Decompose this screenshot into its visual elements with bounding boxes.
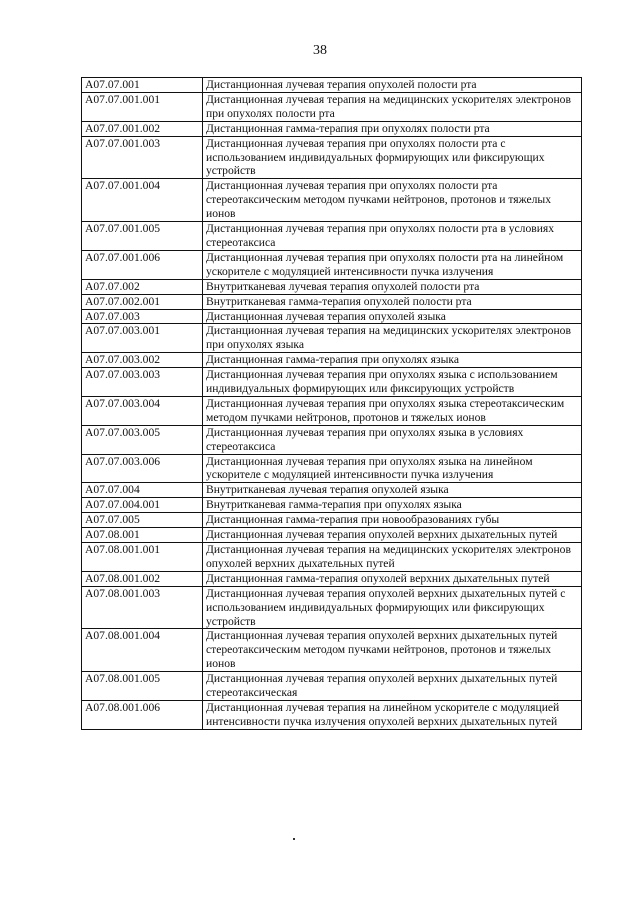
service-code-cell: A07.08.001.004 xyxy=(82,629,203,672)
service-name-cell: Внутритканевая гамма-терапия при опухолях языка xyxy=(203,498,582,513)
service-code-cell: A07.08.001.001 xyxy=(82,543,203,572)
service-code-cell: A07.07.002 xyxy=(82,279,203,294)
service-name-cell: Дистанционная лучевая терапия опухолей верхних дыхательных путей xyxy=(203,528,582,543)
service-code-cell: A07.07.001.004 xyxy=(82,179,203,222)
service-name-cell: Дистанционная лучевая терапия при опухолях языка в условиях стереотаксиса xyxy=(203,425,582,454)
service-name-cell: Дистанционная лучевая терапия на линейном ускорителе с модуляцией интенсивности пучка излучения опухолей верхних дыхательных путей xyxy=(203,700,582,729)
service-name-cell: Дистанционная лучевая терапия при опухолях полости рта с использованием индивидуальных формирующих или фиксирующих устройств xyxy=(203,136,582,179)
service-code-cell: A07.07.004.001 xyxy=(82,498,203,513)
service-code-cell: A07.07.003 xyxy=(82,309,203,324)
service-name-cell: Дистанционная лучевая терапия опухолей верхних дыхательных путей с использованием индивидуальных формирующих или фиксирующих устройств xyxy=(203,586,582,629)
services-table-body xyxy=(82,78,582,730)
service-code-cell: A07.08.001.003 xyxy=(82,586,203,629)
table-row xyxy=(82,513,582,528)
service-name-cell: Дистанционная гамма-терапия при опухолях полости рта xyxy=(203,121,582,136)
scan-speck xyxy=(293,838,295,840)
table-row xyxy=(82,309,582,324)
services-table xyxy=(81,77,582,730)
table-row xyxy=(82,222,582,251)
service-name-cell: Дистанционная лучевая терапия на медицинских ускорителях электронов при опухолях языка xyxy=(203,324,582,353)
table-row xyxy=(82,279,582,294)
table-row xyxy=(82,179,582,222)
service-name-cell: Дистанционная лучевая терапия опухолей языка xyxy=(203,309,582,324)
table-row xyxy=(82,498,582,513)
service-code-cell: A07.08.001.005 xyxy=(82,672,203,701)
table-row xyxy=(82,425,582,454)
service-code-cell: A07.07.003.002 xyxy=(82,353,203,368)
service-name-cell: Дистанционная лучевая терапия при опухолях полости рта в условиях стереотаксиса xyxy=(203,222,582,251)
service-code-cell: A07.07.001.005 xyxy=(82,222,203,251)
service-name-cell: Дистанционная гамма-терапия опухолей верхних дыхательных путей xyxy=(203,571,582,586)
table-row xyxy=(82,672,582,701)
service-name-cell: Дистанционная лучевая терапия при опухолях полости рта стереотаксическим методом пучками нейтронов, протонов и тяжелых ионов xyxy=(203,179,582,222)
table-row xyxy=(82,700,582,729)
table-row xyxy=(82,543,582,572)
service-name-cell: Дистанционная лучевая терапия опухолей полости рта xyxy=(203,78,582,93)
table-row xyxy=(82,396,582,425)
service-code-cell: A07.07.001.002 xyxy=(82,121,203,136)
service-name-cell: Дистанционная лучевая терапия опухолей верхних дыхательных путей стереотаксическая xyxy=(203,672,582,701)
table-row xyxy=(82,571,582,586)
table-row xyxy=(82,324,582,353)
page-number: 38 xyxy=(313,43,327,58)
service-name-cell: Дистанционная лучевая терапия на медицинских ускорителях электронов при опухолях полости рта xyxy=(203,92,582,121)
service-name-cell: Дистанционная лучевая терапия опухолей верхних дыхательных путей стереотаксическим методом пучками нейтронов, протонов и тяжелых ионов xyxy=(203,629,582,672)
table-row xyxy=(82,121,582,136)
table-row xyxy=(82,353,582,368)
service-code-cell: A07.07.001.003 xyxy=(82,136,203,179)
service-code-cell: A07.07.003.005 xyxy=(82,425,203,454)
table-row xyxy=(82,294,582,309)
service-code-cell: A07.08.001 xyxy=(82,528,203,543)
service-name-cell: Дистанционная лучевая терапия при опухолях языка стереотаксическим методом пучками нейтронов, протонов и тяжелых ионов xyxy=(203,396,582,425)
service-name-cell: Дистанционная лучевая терапия при опухолях языка с использованием индивидуальных формирующих или фиксирующих устройств xyxy=(203,368,582,397)
service-name-cell: Дистанционная гамма-терапия при опухолях языка xyxy=(203,353,582,368)
table-row xyxy=(82,586,582,629)
table-row xyxy=(82,368,582,397)
service-code-cell: A07.07.003.001 xyxy=(82,324,203,353)
service-name-cell: Дистанционная лучевая терапия при опухолях полости рта на линейном ускорителе с модуляцией интенсивности пучка излучения xyxy=(203,250,582,279)
service-code-cell: A07.07.004 xyxy=(82,483,203,498)
service-name-cell: Дистанционная лучевая терапия на медицинских ускорителях электронов опухолей верхних дыхательных путей xyxy=(203,543,582,572)
service-code-cell: A07.07.003.004 xyxy=(82,396,203,425)
service-name-cell: Внутритканевая лучевая терапия опухолей полости рта xyxy=(203,279,582,294)
service-code-cell: A07.07.001 xyxy=(82,78,203,93)
table-row xyxy=(82,483,582,498)
service-code-cell: A07.08.001.006 xyxy=(82,700,203,729)
table-row xyxy=(82,136,582,179)
service-code-cell: A07.07.001.001 xyxy=(82,92,203,121)
service-code-cell: A07.07.001.006 xyxy=(82,250,203,279)
service-name-cell: Внутритканевая гамма-терапия опухолей полости рта xyxy=(203,294,582,309)
table-row xyxy=(82,250,582,279)
service-name-cell: Дистанционная гамма-терапия при новообразованиях губы xyxy=(203,513,582,528)
table-row xyxy=(82,454,582,483)
service-code-cell: A07.07.003.003 xyxy=(82,368,203,397)
table-row xyxy=(82,78,582,93)
table-row xyxy=(82,528,582,543)
service-name-cell: Внутритканевая лучевая терапия опухолей языка xyxy=(203,483,582,498)
service-code-cell: A07.07.003.006 xyxy=(82,454,203,483)
service-name-cell: Дистанционная лучевая терапия при опухолях языка на линейном ускорителе с модуляцией интенсивности пучка излучения xyxy=(203,454,582,483)
table-row xyxy=(82,92,582,121)
table-row xyxy=(82,629,582,672)
service-code-cell: A07.08.001.002 xyxy=(82,571,203,586)
service-code-cell: A07.07.002.001 xyxy=(82,294,203,309)
service-code-cell: A07.07.005 xyxy=(82,513,203,528)
